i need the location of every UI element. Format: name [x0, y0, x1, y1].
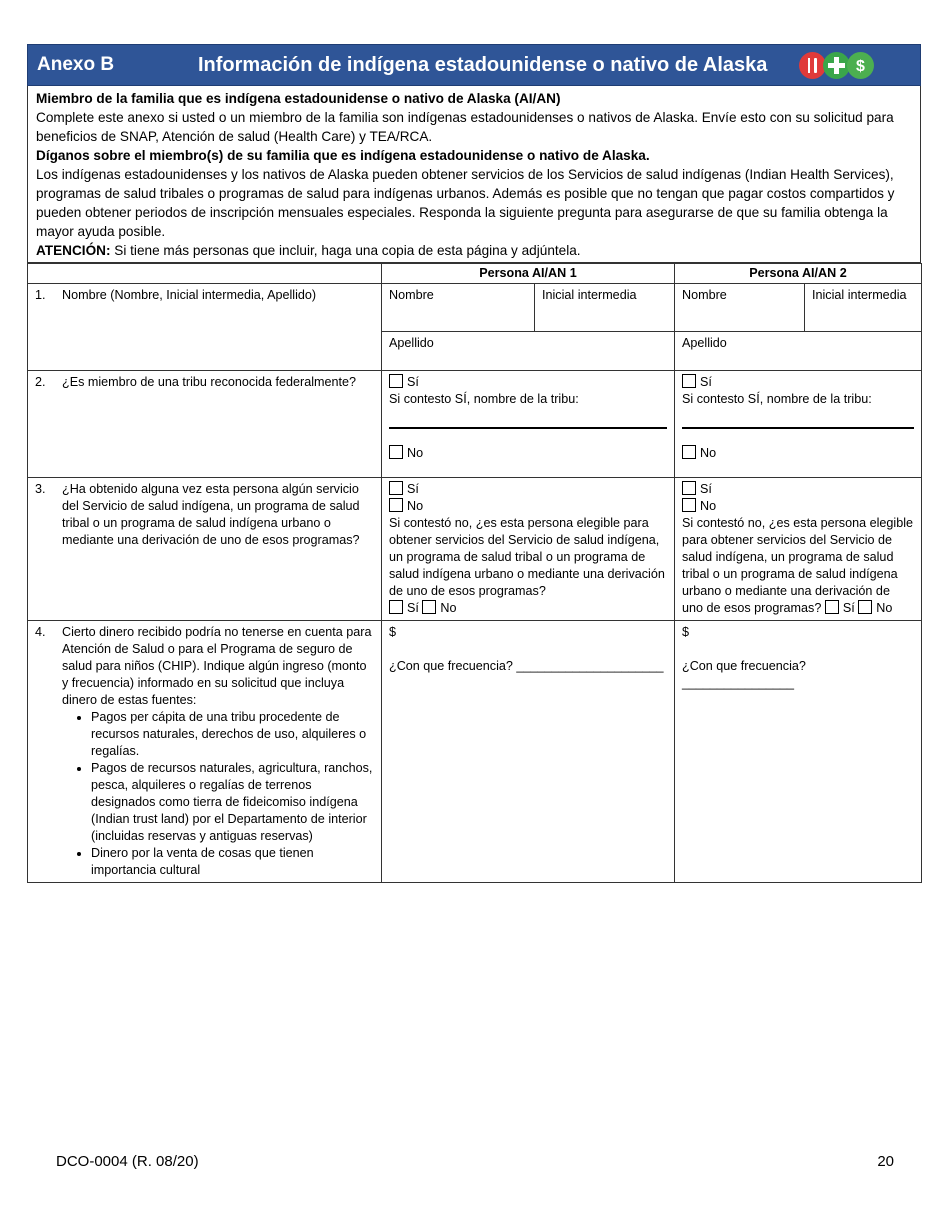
question-4: 4. Cierto dinero recibido podría no tenerse en cuenta para Atención de Salud o para el Programa de seguro de salud para niños (CHIP). Indique algún ingreso (monto y frecuencia) informado en su solicitud que incluya dinero de estas fuentes: • Pagos per cápita de una tribu procedente de recursos naturales, derechos de uso, alquileres o regalías. • Pagos de recursos naturales, agricultura, ranchos, pesca, alquileres o regalías de terrenos designados como tierra de fideicomiso indígena (Indian trust land) por el Departamento de interior (incluidas reservas y antiguas reservas) • Dinero por la venta de cosas que tienen importancia cultural: [28, 621, 382, 883]
tribe-no-checkbox-2[interactable]: [682, 445, 696, 459]
appendix-form: [27, 44, 921, 883]
frequency-field[interactable]: ¿Con que frecuencia? _____________________: [389, 659, 664, 673]
tribe-no-checkbox[interactable]: [389, 445, 403, 459]
middle-initial-field-2[interactable]: Inicial intermedia: [812, 288, 907, 302]
first-name-field[interactable]: Nombre: [382, 284, 535, 331]
page-number: 20: [877, 1153, 894, 1170]
attention-note: ATENCIÓN: Si tiene más personas que incluir, haga una copia de esta página y adjúntela.: [36, 243, 581, 258]
column-person-1: Persona AI/AN 1: [382, 264, 675, 284]
income-bullet: • Pagos de recursos naturales, agricultura, ranchos, pesca, alquileres o regalías de terrenos designados como tierra de fideicomiso indígena (Indian trust land) por el Departamento de interior (incluidas reservas y antiguas reservas): [91, 760, 374, 845]
first-name-field-2[interactable]: Nombre: [675, 284, 805, 331]
question-2: 2. ¿Es miembro de una tribu reconocida federalmente?: [28, 371, 382, 478]
intro-section: [27, 86, 921, 263]
service-yes-checkbox-2[interactable]: [682, 481, 696, 495]
tribe-yes-checkbox-2[interactable]: [682, 374, 696, 388]
fork-knife-icon: [799, 52, 826, 79]
intro-paragraph: Complete este anexo si usted o un miembro de la familia son indígenas estadounidenses o nativos de Alaska. Envíe esto con su solicitud para beneficios de SNAP, Atención de salud (Health Care) y TEA/RCA.: [36, 110, 894, 144]
tribe-yes-checkbox[interactable]: [389, 374, 403, 388]
income-bullet: • Pagos per cápita de una tribu procedente de recursos naturales, derechos de uso, alquileres o regalías.: [91, 709, 374, 760]
page-title: Información de indígena estadounidense o nativo de Alaska: [198, 54, 768, 76]
intro-paragraph-2: Los indígenas estadounidenses y los nativos de Alaska pueden obtener servicios de los Servicios de salud indígenas (Indian Health Services), programas de salud tribales o programas de salud para indígenas urbanos. Además es posible que no tengan que pagar costos compartidos y pueden obtener periodos de inscripción mensuales especiales. Responda la siguiente pregunta para asegurarse de que su familia obtenga la mayor ayuda posible.: [36, 167, 895, 239]
program-icons: [799, 52, 879, 80]
health-cross-icon: [823, 52, 850, 79]
amount-field[interactable]: $: [389, 625, 397, 639]
question-table: Persona AI/AN 1 Persona AI/AN 2 1. Nombre (Nombre, Inicial intermedia, Apellido) Nombre Inicial intermedia Apellido Nombre Inicial intermedia Apellido 2. ¿Es miembro de una tribu reconocida federalmente? Sí Si contesto SÍ, nombre de la tribu: No Sí Si contesto SÍ, nombre de la tribu: No 3. ¿Ha obtenido alguna vez esta persona algún servicio del Servicio de salud indígena, un programa de salud tribal o un programa de salud indígena urbano o mediante una derivación de uno de esos programas? Sí No Si contestó no, ¿es esta persona elegible para obtener servicios del Servicio de salud indígena, un programa de salud tribal o un programa de salud indígena urbano o mediante una derivación de uno de esos programas? Sí No Sí No Si contestó no, ¿es esta persona elegible para obtener servicios del Servicio de salud indígena, un programa de salud tribal o un programa de salud indígena urbano o mediante una derivación de uno de esos programas? Sí No 4. Cierto dinero recibido podría no tenerse en cuenta para Atención de Salud o para el Programa de seguro de salud para niños (CHIP). Indique algún ingreso (monto y frecuencia) informado en su solicitud que incluya dinero de estas fuentes: • Pagos per cápita de una tribu procedente de recursos naturales, derechos de uso, alquileres o regalías. • Pagos de recursos naturales, agricultura, ranchos, pesca, alquileres o regalías de terrenos designados como tierra de fideicomiso indígena (Indian trust land) por el Departamento de interior (incluidas reservas y antiguas reservas) • Dinero por la venta de cosas que tienen importancia cultural $ ¿Con que frecuencia? _____________________ $ ¿Con que frecuencia? ________________: [27, 263, 922, 883]
eligible-no-checkbox-2[interactable]: [858, 600, 872, 614]
question-3: 3. ¿Ha obtenido alguna vez esta persona algún servicio del Servicio de salud indígena, un programa de salud tribal o un programa de salud indígena urbano o mediante una derivación de uno de esos programas?: [28, 478, 382, 621]
column-person-2: Persona AI/AN 2: [675, 264, 922, 284]
last-name-field-2[interactable]: Apellido: [682, 336, 727, 350]
dollar-icon: [847, 52, 874, 79]
intro-heading: Miembro de la familia que es indígena estadounidense o nativo de Alaska (AI/AN): [36, 91, 561, 106]
eligible-yes-checkbox-2[interactable]: [825, 600, 839, 614]
income-bullet: • Dinero por la venta de cosas que tienen importancia cultural: [91, 845, 374, 879]
intro-subheading: Díganos sobre el miembro(s) de su familia que es indígena estadounidense o nativo de Alaska.: [36, 148, 650, 163]
tribe-name-line[interactable]: [389, 427, 667, 429]
svg-text:$: $: [856, 58, 865, 75]
eligible-no-checkbox[interactable]: [422, 600, 436, 614]
service-yes-checkbox[interactable]: [389, 481, 403, 495]
eligible-yes-checkbox[interactable]: [389, 600, 403, 614]
question-1: 1. Nombre (Nombre, Inicial intermedia, Apellido): [28, 284, 382, 371]
service-no-checkbox[interactable]: [389, 498, 403, 512]
frequency-field-2[interactable]: ¿Con que frecuencia? ________________: [682, 659, 806, 690]
middle-initial-field[interactable]: Inicial intermedia: [542, 288, 637, 302]
header-bar: [27, 44, 921, 86]
amount-field-2[interactable]: $: [682, 625, 690, 639]
tribe-name-line-2[interactable]: [682, 427, 914, 429]
form-id: DCO-0004 (R. 08/20): [56, 1153, 199, 1170]
last-name-field[interactable]: Apellido: [389, 336, 434, 350]
appendix-code: Anexo B: [37, 54, 115, 75]
service-no-checkbox-2[interactable]: [682, 498, 696, 512]
